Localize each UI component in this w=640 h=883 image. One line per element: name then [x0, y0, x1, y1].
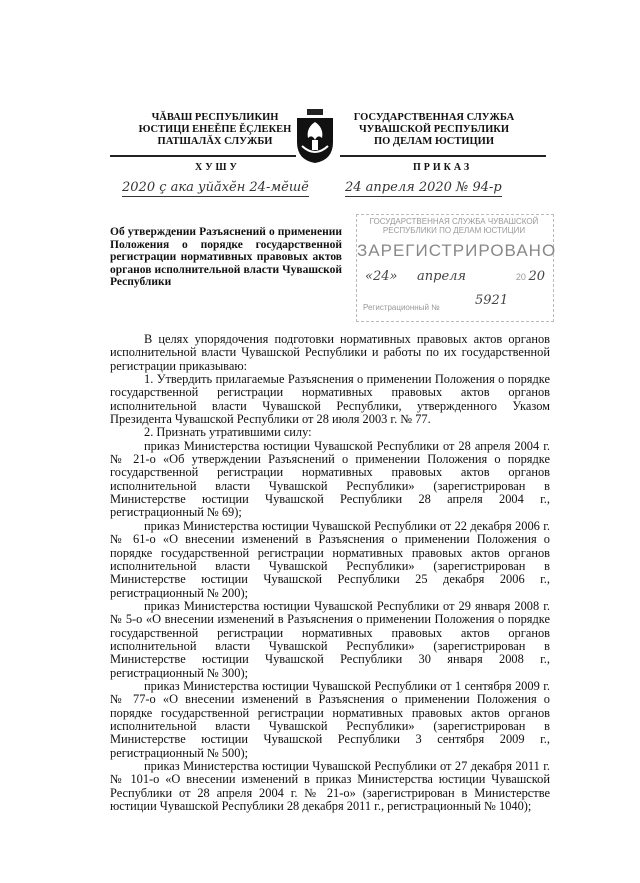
header-rule-left — [110, 155, 296, 157]
document-title: Об утверждении Разъяснений о применении Положения о порядке государственной регистрации нормативных правовых актов органов исполнительной власти Чувашской Республики — [110, 226, 342, 289]
paragraph: приказ Министерства юстиции Чувашской Республики от 29 января 2008 г. № 5-о «О внесении изменений в Разъяснения о применении Положения о порядке государственной регистрации нормативных правовых актов органов исполнительной власти Чувашской Республики» (зарегистрирован в Министерстве юстиции Чувашской Республики 30 января 2008 г., регистрационный № 300); — [110, 598, 550, 680]
paragraph: приказ Министерства юстиции Чувашской Республики от 28 апреля 2004 г. № 21-о «Об утверждении Разъяснений о применении Положения о порядке государственной регистрации нормативных правовых актов органов исполнительной власти Чувашской Республики» (зарегистрирован в Министерстве юстиции Чувашской Республики 28 апреля 2004 г., регистрационный № 69); — [110, 438, 550, 520]
paragraph: 2. Признать утратившими силу: — [144, 425, 312, 440]
paragraph: приказ Министерства юстиции Чувашской Республики от 1 сентября 2009 г. № 77-о «О внесении изменений в Разъяснения о применении Положения о порядке государственной регистрации нормативных правовых актов органов исполнительной власти Чувашской Республики» (зарегистрирован в Министерстве юстиции Чувашской Республики 3 сентября 2009 г., регистрационный № 500); — [110, 678, 550, 760]
paragraph: 1. Утвердить прилагаемые Разъяснения о применении Положения о порядке государственной регистрации нормативных правовых актов органов исполнительной власти Чувашской Республики, утвержденного Указом Президента Чувашской Республики от 28 июля 2003 г. № 77. — [110, 372, 550, 427]
stamp-org: ГОСУДАРСТВЕННАЯ СЛУЖБА ЧУВАШСКОЙ РЕСПУБЛИКИ ПО ДЕЛАМ ЮСТИЦИИ — [369, 217, 539, 235]
doc-kind-chuvash: ХУШУ — [195, 162, 240, 173]
header-line: ЧУВАШСКОЙ РЕСПУБЛИКИ — [358, 124, 510, 135]
stamp-label: ЗАРЕГИСТРИРОВАНО — [357, 241, 557, 260]
header-line: ПАТШАЛĂХ СЛУЖБИ — [157, 136, 273, 147]
stamp-year — [516, 269, 545, 285]
handwritten-date-chuvash: 2020 ç ака уйӑхĕн 24-мĕшĕ — [122, 180, 309, 195]
header-left-chuvash — [132, 112, 298, 148]
stamp-month: апреля — [417, 269, 467, 284]
header-right-russian — [348, 112, 520, 148]
stamp-year-suffix: 20 — [528, 269, 545, 284]
stamp-day: «24» — [365, 269, 398, 284]
stamp-year-prefix: 20 — [515, 272, 526, 282]
stamp-reg-number: 5921 — [475, 293, 509, 308]
registration-stamp — [356, 214, 557, 322]
stamp-reg-label: Регистрационный № — [363, 303, 440, 312]
coat-of-arms-emblem — [294, 108, 336, 164]
header-line: ЮСТИЦИ ЕНЕĚПЕ ĚÇЛЕКЕН — [138, 124, 292, 135]
header-line: ЧĂВАШ РЕСПУБЛИКИН — [151, 112, 279, 123]
doc-kind-russian: ПРИКАЗ — [413, 162, 473, 173]
handwritten-date-number: 24 апреля 2020 № 94-р — [345, 180, 502, 195]
paragraph: приказ Министерства юстиции Чувашской Республики от 22 декабря 2006 г. № 61-о «О внесении изменений в Разъяснения о применении Положения о порядке государственной регистрации нормативных правовых актов органов исполнительной власти Чувашской Республики» (зарегистрирован в Министерстве юстиции Чувашской Республики 25 декабря 2006 г., регистрационный № 200); — [110, 518, 550, 600]
document-body — [110, 333, 550, 813]
paragraph: приказ Министерства юстиции Чувашской Республики от 27 декабря 2011 г. № 101-о «О внесении изменений в приказ Министерства юстиции Чувашской Республики от 28 апреля 2004 г. № 21-о» (зарегистрирован в Министерстве юстиции Чувашской Республики 28 декабря 2011 г., регистрационный № 1040); — [110, 759, 550, 814]
header-line: ПО ДЕЛАМ ЮСТИЦИИ — [373, 136, 495, 147]
header-line: ГОСУДАРСТВЕННАЯ СЛУЖБА — [353, 112, 515, 123]
paragraph: В целях упорядочения подготовки нормативных правовых актов органов исполнительной власти Чувашской Республики и работы по их государственной регистрации приказываю: — [110, 332, 550, 373]
header-rule-right — [340, 155, 546, 157]
